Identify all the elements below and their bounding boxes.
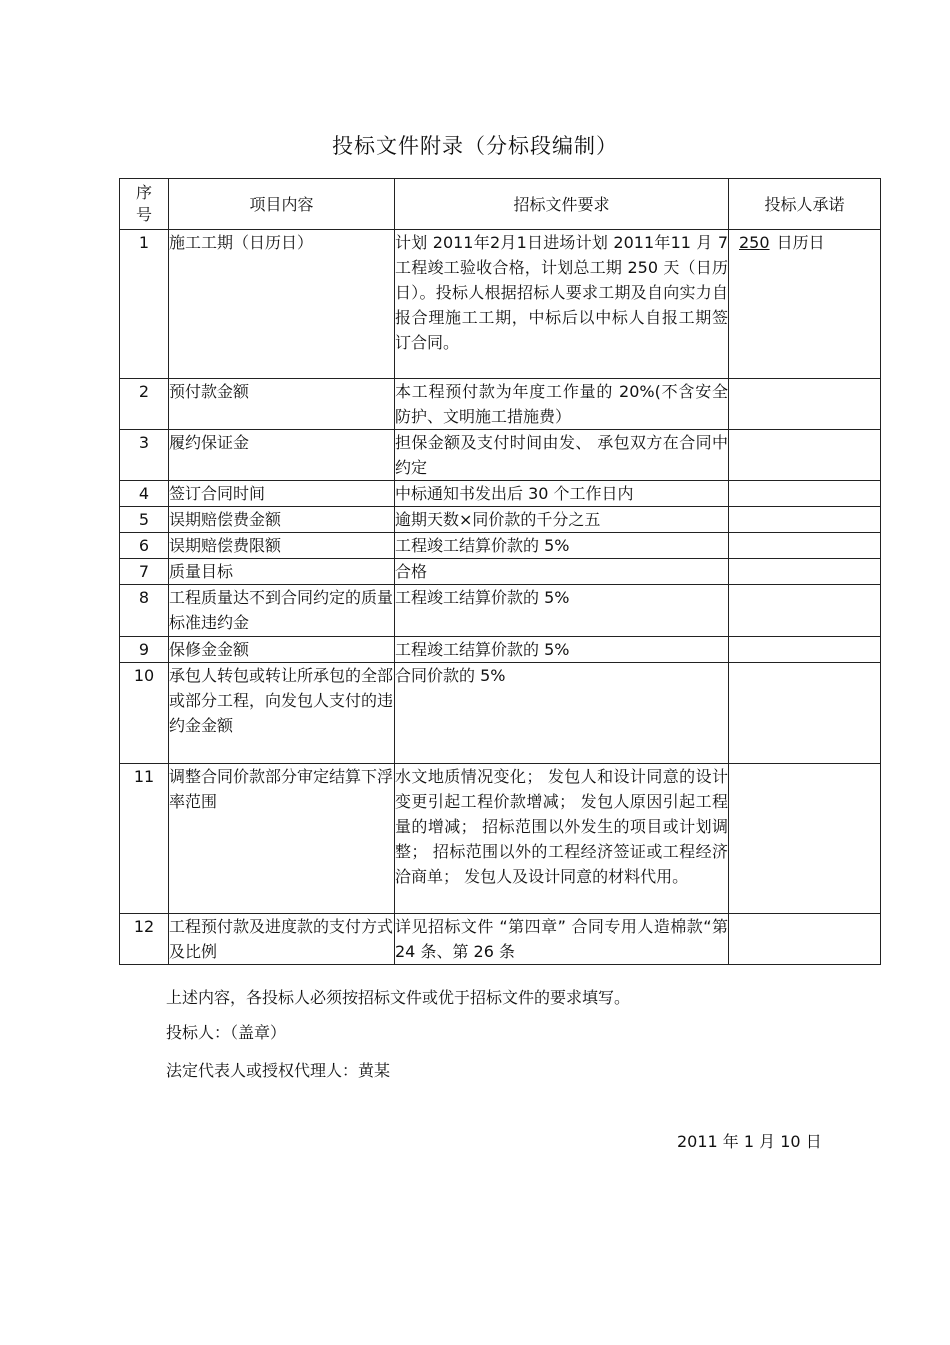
row-requirement: 中标通知书发出后 30 个工作日内 <box>395 481 729 507</box>
row-item: 预付款金额 <box>169 379 395 430</box>
table-row <box>120 230 881 379</box>
row-promise <box>729 585 881 637</box>
document-date: 2011 年 1 月 10 日 <box>677 1132 822 1151</box>
row-requirement: 工程竣工结算价款的 5% <box>395 637 729 663</box>
header-no-top: 序 <box>135 183 152 202</box>
table-row <box>120 507 881 533</box>
row-no: 5 <box>120 507 169 533</box>
row-promise <box>729 379 881 430</box>
bidder-seal-line: 投标人：（盖章） <box>166 1023 287 1042</box>
row-no: 3 <box>120 430 169 481</box>
appendix-table <box>119 178 881 965</box>
row-item: 签订合同时间 <box>169 481 395 507</box>
row-requirement: 工程竣工结算价款的 5% <box>395 585 729 637</box>
row-item: 保修金金额 <box>169 637 395 663</box>
row-no: 9 <box>120 637 169 663</box>
row-promise <box>729 533 881 559</box>
table-row <box>120 914 881 965</box>
row-requirement: 详见招标文件 “第四章” 合同专用人造棉款“第 24 条、第 26 条 <box>395 914 729 965</box>
row-item: 履约保证金 <box>169 430 395 481</box>
row-requirement: 逾期天数×同价款的千分之五 <box>395 507 729 533</box>
row-promise <box>729 914 881 965</box>
row-promise <box>729 481 881 507</box>
row-no: 4 <box>120 481 169 507</box>
table-row <box>120 379 881 430</box>
row-no: 1 <box>120 230 169 379</box>
row-requirement: 水文地质情况变化； 发包人和设计同意的设计变更引起工程价款增减； 发包人原因引起工程量的增减； 招标范围以外发生的项目或计划调整； 招标范围以外的工程经济签证或工程经济洽商单； 发包人及设计同意的材料代用。 <box>395 764 729 914</box>
row-promise <box>729 663 881 764</box>
row-requirement: 计划 2011年2月1日进场计划 2011年11 月 7 工程竣工验收合格，计划总工期 250 天（日历日）。投标人根据招标人要求工期及自向实力自报合理施工工期，中标后以中标人自报工期签订合同。 <box>395 230 729 379</box>
row-no: 6 <box>120 533 169 559</box>
table-row <box>120 430 881 481</box>
document-title: 投标文件附录（分标段编制） <box>332 134 618 158</box>
header-promise: 投标人承诺 <box>729 179 881 230</box>
row-no: 12 <box>120 914 169 965</box>
promise-days-unit: 日历日 <box>776 233 825 252</box>
row-requirement: 担保金额及支付时间由发、 承包双方在合同中约定 <box>395 430 729 481</box>
table-row <box>120 533 881 559</box>
table-row <box>120 481 881 507</box>
row-promise <box>729 559 881 585</box>
row-requirement: 工程竣工结算价款的 5% <box>395 533 729 559</box>
table-row <box>120 559 881 585</box>
header-item: 项目内容 <box>169 179 395 230</box>
row-no: 10 <box>120 663 169 764</box>
row-item: 质量目标 <box>169 559 395 585</box>
table-row <box>120 663 881 764</box>
row-no: 7 <box>120 559 169 585</box>
row-requirement: 合格 <box>395 559 729 585</box>
header-no <box>120 179 169 230</box>
row-promise <box>729 430 881 481</box>
row-no: 8 <box>120 585 169 637</box>
header-no-bottom: 号 <box>135 205 152 224</box>
row-no: 11 <box>120 764 169 914</box>
row-requirement: 本工程预付款为年度工作量的 20%(不含安全防护、文明施工措施费） <box>395 379 729 430</box>
row-promise <box>729 637 881 663</box>
row-item: 调整合同价款部分审定结算下浮率范围 <box>169 764 395 914</box>
fill-instruction: 上述内容，各投标人必须按招标文件或优于招标文件的要求填写。 <box>166 988 631 1007</box>
table-row <box>120 764 881 914</box>
row-item: 施工工期（日历日） <box>169 230 395 379</box>
row-item: 工程质量达不到合同约定的质量标准违约金 <box>169 585 395 637</box>
representative-line: 法定代表人或授权代理人：黄某 <box>166 1061 391 1080</box>
row-requirement: 合同价款的 5% <box>395 663 729 764</box>
row-promise <box>729 230 881 379</box>
table-row <box>120 585 881 637</box>
row-item: 误期赔偿费金额 <box>169 507 395 533</box>
row-item: 工程预付款及进度款的支付方式及比例 <box>169 914 395 965</box>
row-item: 承包人转包或转让所承包的全部或部分工程，向发包人支付的违约金金额 <box>169 663 395 764</box>
table-row <box>120 637 881 663</box>
row-promise <box>729 764 881 914</box>
table-header-row <box>120 179 881 230</box>
row-item: 误期赔偿费限额 <box>169 533 395 559</box>
row-promise <box>729 507 881 533</box>
row-no: 2 <box>120 379 169 430</box>
header-requirement: 招标文件要求 <box>395 179 729 230</box>
promise-days-value: 250 <box>739 233 770 252</box>
